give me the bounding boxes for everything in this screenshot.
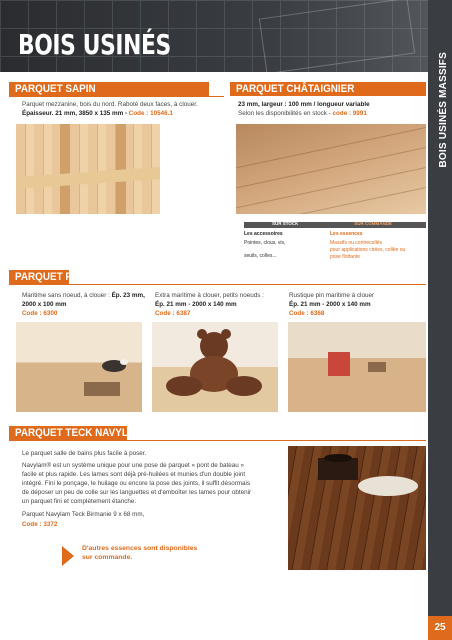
- chataignier-spec: 23 mm, largeur : 100 mm / longueur variable: [238, 101, 370, 108]
- pin-col2-text: Extra maritime à clouer, petits noeuds : Ép. 21 mm - 2000 x 140 mm Code : 6387: [155, 292, 264, 317]
- sapin-photo: [16, 124, 160, 214]
- gramophone-icon: [288, 446, 426, 570]
- stock-header-right: SUR COMMANDE: [354, 221, 392, 226]
- stock-right-line: pour applications cirées, collée ou: [330, 247, 406, 253]
- pin-col3-text: Rustique pin maritime à clouer Ép. 21 mm - 2000 x 140 mm Code : 6368: [289, 292, 375, 317]
- chataignier-photo: [236, 124, 426, 214]
- pin-photo-2: [152, 322, 278, 412]
- stock-header: [244, 222, 426, 228]
- section-rule: [9, 284, 426, 285]
- stock-left-column: [244, 231, 324, 260]
- stock-left-line: Pointes, clous, vis,: [244, 240, 286, 246]
- ceiling-beam: [60, 124, 70, 214]
- page-number: 25: [428, 616, 452, 640]
- section-title-teck: PARQUET TECK NAVYLAM: [9, 426, 127, 440]
- sapin-description: Parquet mezzanine, bois du nord. Raboté deux faces, à clouer.: [22, 101, 198, 108]
- sidebar-label: BOIS USINÉS MASSIFS: [438, 52, 449, 168]
- pin-col1-code: Code : 6300: [22, 310, 58, 317]
- stock-left-line: seuils, colles...: [244, 253, 277, 259]
- sapin-code: Code : 10546.1: [128, 110, 173, 117]
- pin-photo-1: [16, 322, 142, 412]
- teddy-bear-icon: [152, 322, 278, 412]
- stock-right-title: Les essences: [330, 231, 363, 237]
- bird-figurine-icon: [16, 322, 142, 412]
- page-title: BOIS USINÉS: [18, 28, 171, 61]
- stock-right-line: pose flottante: [330, 254, 361, 260]
- stock-right-line: Massifs ou contrecollés: [330, 240, 382, 246]
- toy-horse-icon: [288, 322, 426, 412]
- section-title-chataignier: PARQUET CHÂTAIGNIER: [230, 82, 426, 96]
- chataignier-code: code : 9991: [332, 110, 367, 117]
- pin-col3-code: Code : 6368: [289, 310, 325, 317]
- pin-col1-text: Maritime sans noeud, à clouer : Ép. 23 mm, 2000 x 100 mm Code : 6300: [22, 292, 145, 317]
- pin-col2-code: Code : 6387: [155, 310, 191, 317]
- teck-body: Navylam® est un système unique pour une pose de parquet « pont de bateau » facile et plus rapide. Les lames sont déjà pré-huilées et munies d'un double joint intégré. Fini le ponçage, le huilage ou encore la pose des joints, il suffit désormais de déposer un peu de colle sur les languettes et d'emboîter les lames pour obtenir un parquet fini et complètement étanche.: [22, 462, 252, 505]
- sidebar-tab: [428, 22, 452, 168]
- pin-photo-3: [288, 322, 426, 412]
- section-rule: [9, 440, 426, 441]
- section-rule: [9, 96, 224, 97]
- teck-spec: Parquet Navylam Teck Birmanie 9 x 68 mm,: [22, 511, 145, 518]
- stock-left-title: Les accessoires: [244, 231, 283, 237]
- section-title-sapin: PARQUET SAPIN: [9, 82, 209, 96]
- teck-code: Code : 3372: [22, 521, 58, 528]
- section-title-pin: PARQUET PIN: [9, 270, 69, 284]
- arrow-right-icon: [62, 546, 74, 566]
- ceiling-beam-cross: [16, 167, 160, 189]
- stock-header-left: SUR STOCK: [272, 221, 299, 226]
- more-species-note: D'autres essences sont disponibles sur commande.: [82, 545, 198, 561]
- sapin-spec: Épaisseur. 21 mm, 3850 x 135 mm - Code : 10546.1: [22, 110, 173, 117]
- stock-right-column: [330, 231, 424, 261]
- teck-intro: Le parquet salle de bains plus facile à poser.: [22, 450, 147, 457]
- chataignier-availability: Selon les disponibilités en stock - code : 9991: [238, 110, 367, 117]
- page-header: [0, 0, 452, 72]
- teck-photo: [288, 446, 426, 570]
